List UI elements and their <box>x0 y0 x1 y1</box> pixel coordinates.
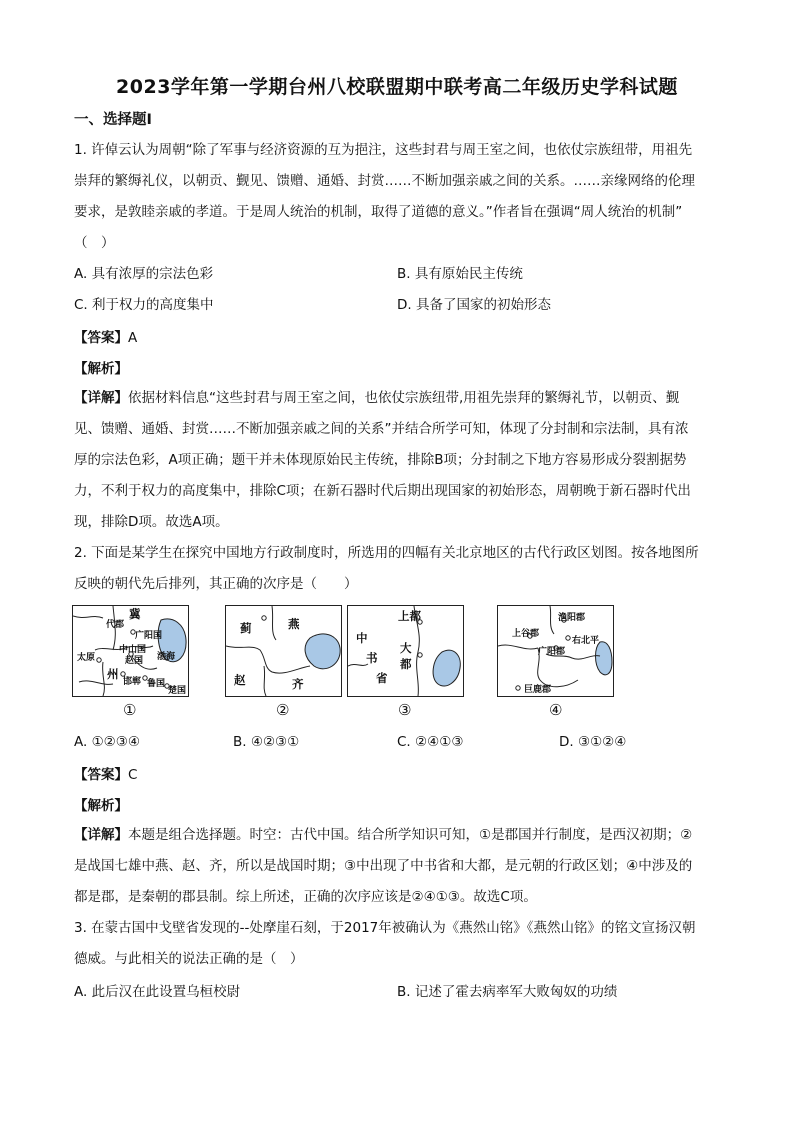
q3-option-b: B. 记述了霍去病率军大败匈奴的功绩 <box>397 984 618 1000</box>
map-3-label: 都 <box>400 657 412 671</box>
q2-detail-line: 是战国七雄中燕、赵、齐，所以是战国时期；③中出现了中书省和大都，是元朝的行政区划；④中涉及的 <box>74 858 693 874</box>
q3-option-a: A. 此后汉在此设置乌桓校尉 <box>74 984 241 1000</box>
map-3-label: 大 <box>400 641 412 655</box>
detail-tag: 【详解】 <box>74 827 128 843</box>
q2-option-b: B. ④②③① <box>233 734 300 750</box>
map-3 <box>347 605 464 697</box>
question-1-text-line: 1. 许倬云认为周朝“除了军事与经济资源的互为挹注，这些封君与周王室之间，也依仗宗族纽带，用祖先 <box>74 142 693 158</box>
question-1-text-line: 要求，是敦睦亲戚的孝道。于是周人统治的机制，取得了道德的意义。”作者旨在强调“周人统治的机制” <box>74 204 683 220</box>
q2-option-d: D. ③①②④ <box>559 734 627 750</box>
page-title: 2023学年第一学期台州八校联盟期中联考高二年级历史学科试题 <box>116 76 678 98</box>
map-3-number: ③ <box>398 701 412 719</box>
q1-option-b: B. 具有原始民主传统 <box>397 266 523 282</box>
detail-text: 本题是组合选择题。时空：古代中国。结合所学知识可知，①是郡国并行制度，是西汉初期；② <box>128 827 693 843</box>
q2-option-a: A. ①②③④ <box>74 734 140 750</box>
map-3-label: 上都 <box>398 609 421 623</box>
q2-option-c: C. ②④①③ <box>397 734 464 750</box>
map-1-label: 中山国 <box>119 645 147 655</box>
map-4-label: 上谷郡 <box>512 629 540 639</box>
detail-text: 依据材料信息“这些封君与周王室之间，也依仗宗族纽带,用祖先崇拜的繁缛礼节，以朝贡、觐 <box>128 390 680 406</box>
map-4-label: 巨鹿郡 <box>524 685 552 695</box>
q1-option-d: D. 具备了国家的初始形态 <box>397 297 551 313</box>
map-1-label: 广阳国 <box>135 631 163 641</box>
map-1-label: 邯郸 <box>123 677 142 687</box>
q1-detail-line: 厚的宗法色彩，A项正确；题干并未体现原始民主传统，排除B项；分封制之下地方容易形成分裂割据势 <box>74 452 687 468</box>
question-1-text-line: （ ） <box>74 235 115 251</box>
map-1-label: 鲁国 <box>147 679 166 689</box>
map-1-label: 楚国 <box>168 686 187 696</box>
question-2-text-line: 2. 下面是某学生在探究中国地方行政制度时，所选用的四幅有关北京地区的古代行政区划图。按各地图所 <box>74 545 699 561</box>
map-2-label: 燕 <box>288 617 300 631</box>
section-heading: 一、选择题Ⅰ <box>74 112 152 128</box>
map-2-label: 蓟 <box>240 621 252 635</box>
map-1-label: 渤海 <box>157 652 176 662</box>
map-4-label: 右北平 <box>572 636 600 646</box>
map-2-label: 齐 <box>292 677 304 691</box>
q2-answer <box>74 763 137 783</box>
q1-detail-line <box>74 388 734 408</box>
map-3-label: 省 <box>376 671 388 685</box>
answer-value: C <box>128 767 138 783</box>
map-4-number: ④ <box>549 701 563 719</box>
map-1-label: 赵国 <box>125 656 144 666</box>
map-4-label: 广阳郡 <box>538 647 566 657</box>
q1-answer <box>74 326 137 346</box>
map-3-label: 书 <box>366 651 378 665</box>
q1-detail-line: 现，排除D项。故选A项。 <box>74 514 229 530</box>
question-2-text-line: 反映的朝代先后排列，其正确的次序是（ ） <box>74 576 358 592</box>
q1-option-c: C. 利于权力的高度集中 <box>74 297 214 313</box>
q2-detail-line: 都是郡，是秦朝的郡县制。综上所述，正确的次序应该是②④①③。故选C项。 <box>74 889 537 905</box>
map-1-label: 州 <box>107 667 119 681</box>
q1-detail-line: 力，不利于权力的高度集中，排除C项；在新石器时代后期出现国家的初始形态，周朝晚于新石器时代出 <box>74 483 691 499</box>
map-1-label: 太原 <box>77 653 96 663</box>
answer-tag: 【答案】 <box>74 330 128 346</box>
q2-detail-line <box>74 825 734 845</box>
answer-value: A <box>128 330 138 346</box>
q2-analysis-tag: 【解析】 <box>74 798 128 814</box>
question-3-text-line: 3. 在蒙古国中戈壁省发现的--处摩崖石刻，于2017年被确认为《燕然山铭》《燕然山铭》的铭文宣扬汉朝 <box>74 920 696 936</box>
q1-option-a: A. 具有浓厚的宗法色彩 <box>74 266 214 282</box>
map-1-label: 代郡 <box>106 620 125 630</box>
detail-tag: 【详解】 <box>74 390 128 406</box>
map-3-label: 中 <box>356 631 368 645</box>
question-3-text-line: 德威。与此相关的说法正确的是（ ） <box>74 951 304 967</box>
map-1-label: 冀 <box>129 607 141 621</box>
question-1-text-line: 崇拜的繁缛礼仪，以朝贡、觐见、馈赠、通婚、封赏……不断加强亲戚之间的关系。……亲缘网络的伦理 <box>74 173 695 189</box>
q1-analysis-tag: 【解析】 <box>74 361 128 377</box>
q1-detail-line: 见、馈赠、通婚、封赏……不断加强亲戚之间的关系”并结合所学可知，体现了分封制和宗法制，具有浓 <box>74 421 689 437</box>
map-2-label: 赵 <box>234 673 246 687</box>
map-2-number: ② <box>276 701 290 719</box>
map-4 <box>497 605 614 697</box>
answer-tag: 【答案】 <box>74 767 128 783</box>
map-1-number: ① <box>123 701 137 719</box>
map-1 <box>72 605 189 697</box>
map-2 <box>225 605 342 697</box>
map-4-label: 渔阳郡 <box>558 613 586 623</box>
